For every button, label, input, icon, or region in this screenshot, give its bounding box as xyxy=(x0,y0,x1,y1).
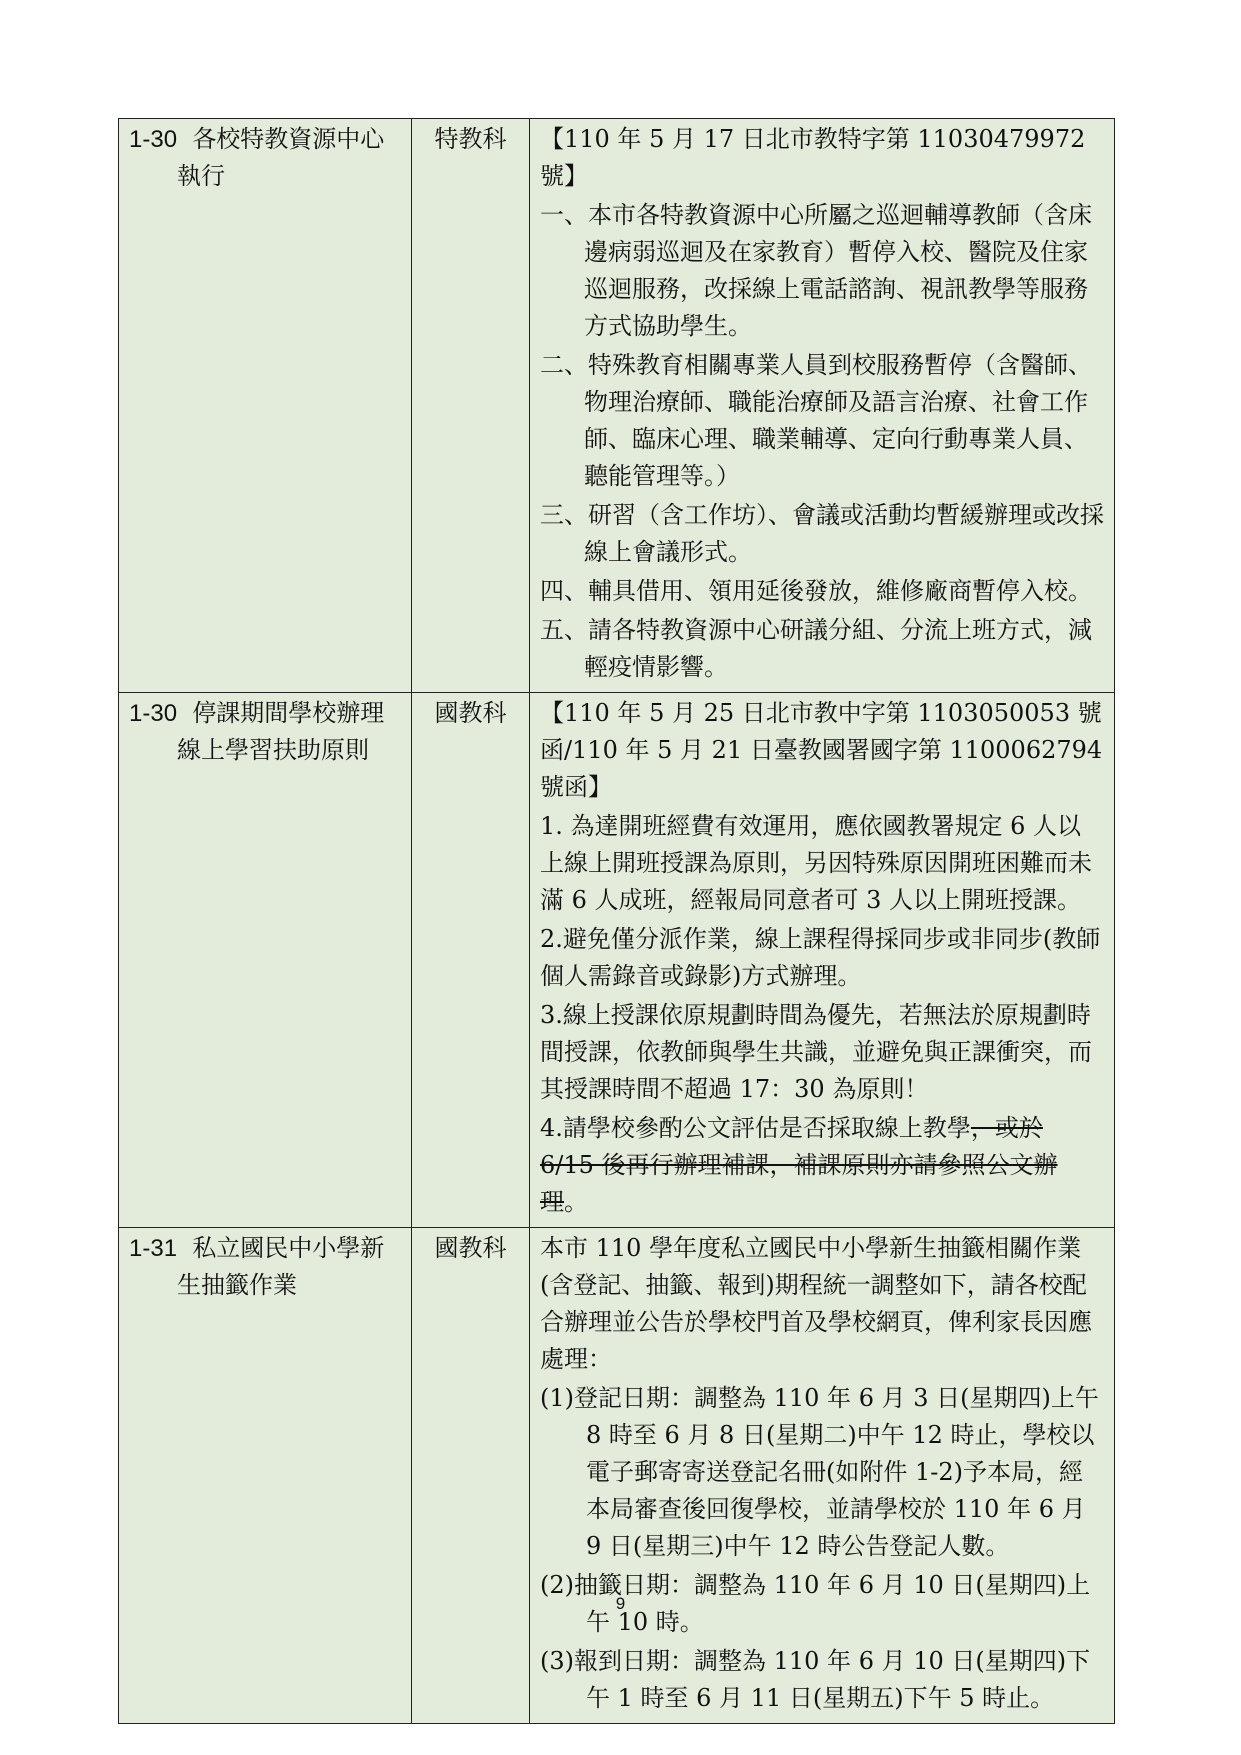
item-title: 停課期間學校辦理 xyxy=(192,699,385,727)
department-cell: 國教科 xyxy=(412,1228,530,1724)
table-row xyxy=(119,119,1115,693)
list-item: 二、特殊教育相關專業人員到校服務暫停（含醫師、物理治療師、職能治療師及語言治療、社會工作師、臨床心理、職業輔導、定向行動專業人員、聽能管理等。） xyxy=(540,351,1092,490)
item-number: 1-31 xyxy=(129,1235,178,1262)
item-title: 私立國民中小學新 xyxy=(192,1234,385,1262)
content-cell xyxy=(530,693,1115,1228)
page-number: 9 xyxy=(615,1594,626,1613)
table-row xyxy=(119,1228,1115,1724)
department-cell: 國教科 xyxy=(412,693,530,1228)
list-item: 一、本市各特教資源中心所屬之巡迴輔導教師（含床邊病弱巡迴及在家教育）暫停入校、醫院及住家巡迴服務，改採線上電話諮詢、視訊教學等服務方式協助學生。 xyxy=(540,201,1092,340)
struck-text: ，或於 6/15 後再行辦理補課，補課原則亦請參照公文辦理 xyxy=(540,1114,1058,1216)
item-cell xyxy=(119,119,412,693)
list-item: 3.線上授課依原規劃時間為優先，若無法於原規劃時間授課，依教師與學生共識，並避免與正課衝突，而其授課時間不超過 17：30 為原則！ xyxy=(540,1001,1092,1103)
list-item: 2.避免僅分派作業，線上課程得採同步或非同步(教師個人需錄音或錄影)方式辦理。 xyxy=(540,925,1101,990)
list-item: 五、請各特教資源中心研議分組、分流上班方式，減輕疫情影響。 xyxy=(540,616,1092,681)
intro-text: 本市 110 學年度私立國民中小學新生抽籤相關作業(含登記、抽籤、報到)期程統一調整如下，請各校配合辦理並公告於學校門首及學校網頁，俾利家長因應處理： xyxy=(540,1234,1092,1373)
list-item xyxy=(540,1110,1104,1221)
table-row xyxy=(119,693,1115,1228)
list-item: 三、研習（含工作坊）、會議或活動均暫緩辦理或改採線上會議形式。 xyxy=(540,501,1104,566)
content-cell xyxy=(530,1228,1115,1724)
announcement-table xyxy=(118,118,1115,1724)
list-item: 四、輔具借用、領用延後發放，維修廠商暫停入校。 xyxy=(540,577,1092,605)
item-cell xyxy=(119,693,412,1228)
item-number: 1-30 xyxy=(129,126,178,153)
item-title-cont: 執行 xyxy=(177,162,225,190)
list-item: (3)報到日期：調整為 110 年 6 月 10 日(星期四)下午 1 時至 6 月 11 日(星期五)下午 5 時止。 xyxy=(540,1647,1091,1712)
list-item: (2)抽籤日期：調整為 110 年 6 月 10 日(星期四)上午 10 時。 xyxy=(540,1571,1091,1636)
item-text-end: 。 xyxy=(564,1188,588,1216)
content-cell xyxy=(530,119,1115,693)
item-title-cont: 生抽籤作業 xyxy=(177,1271,297,1299)
document-reference: 【110 年 5 月 17 日北市教特字第 11030479972 號】 xyxy=(540,125,1086,190)
list-item: (1)登記日期：調整為 110 年 6 月 3 日(星期四)上午 8 時至 6 月 8 日(星期二)中午 12 時止，學校以電子郵寄寄送登記名冊(如附件 1-2)予本局，經本局審查後回復學校，並請學校於 110 年 6 月 9 日(星期三)中午 12 時公告登記人數。 xyxy=(540,1384,1099,1560)
list-item: 1. 為達開班經費有效運用，應依國教署規定 6 人以上線上開班授課為原則，另因特殊原因開班困難而未滿 6 人成班，經報局同意者可 3 人以上開班授課。 xyxy=(540,812,1092,914)
item-title: 各校特教資源中心 xyxy=(192,125,385,153)
department-cell: 特教科 xyxy=(412,119,530,693)
item-cell xyxy=(119,1228,412,1724)
item-text: 4.請學校參酌公文評估是否採取線上教學 xyxy=(540,1114,971,1142)
document-reference: 【110 年 5 月 25 日北市教中字第 1103050053 號函/110 年 5 月 21 日臺教國署國字第 1100062794 號函】 xyxy=(540,699,1103,801)
item-number: 1-30 xyxy=(129,700,178,727)
item-title-cont: 線上學習扶助原則 xyxy=(177,736,369,764)
